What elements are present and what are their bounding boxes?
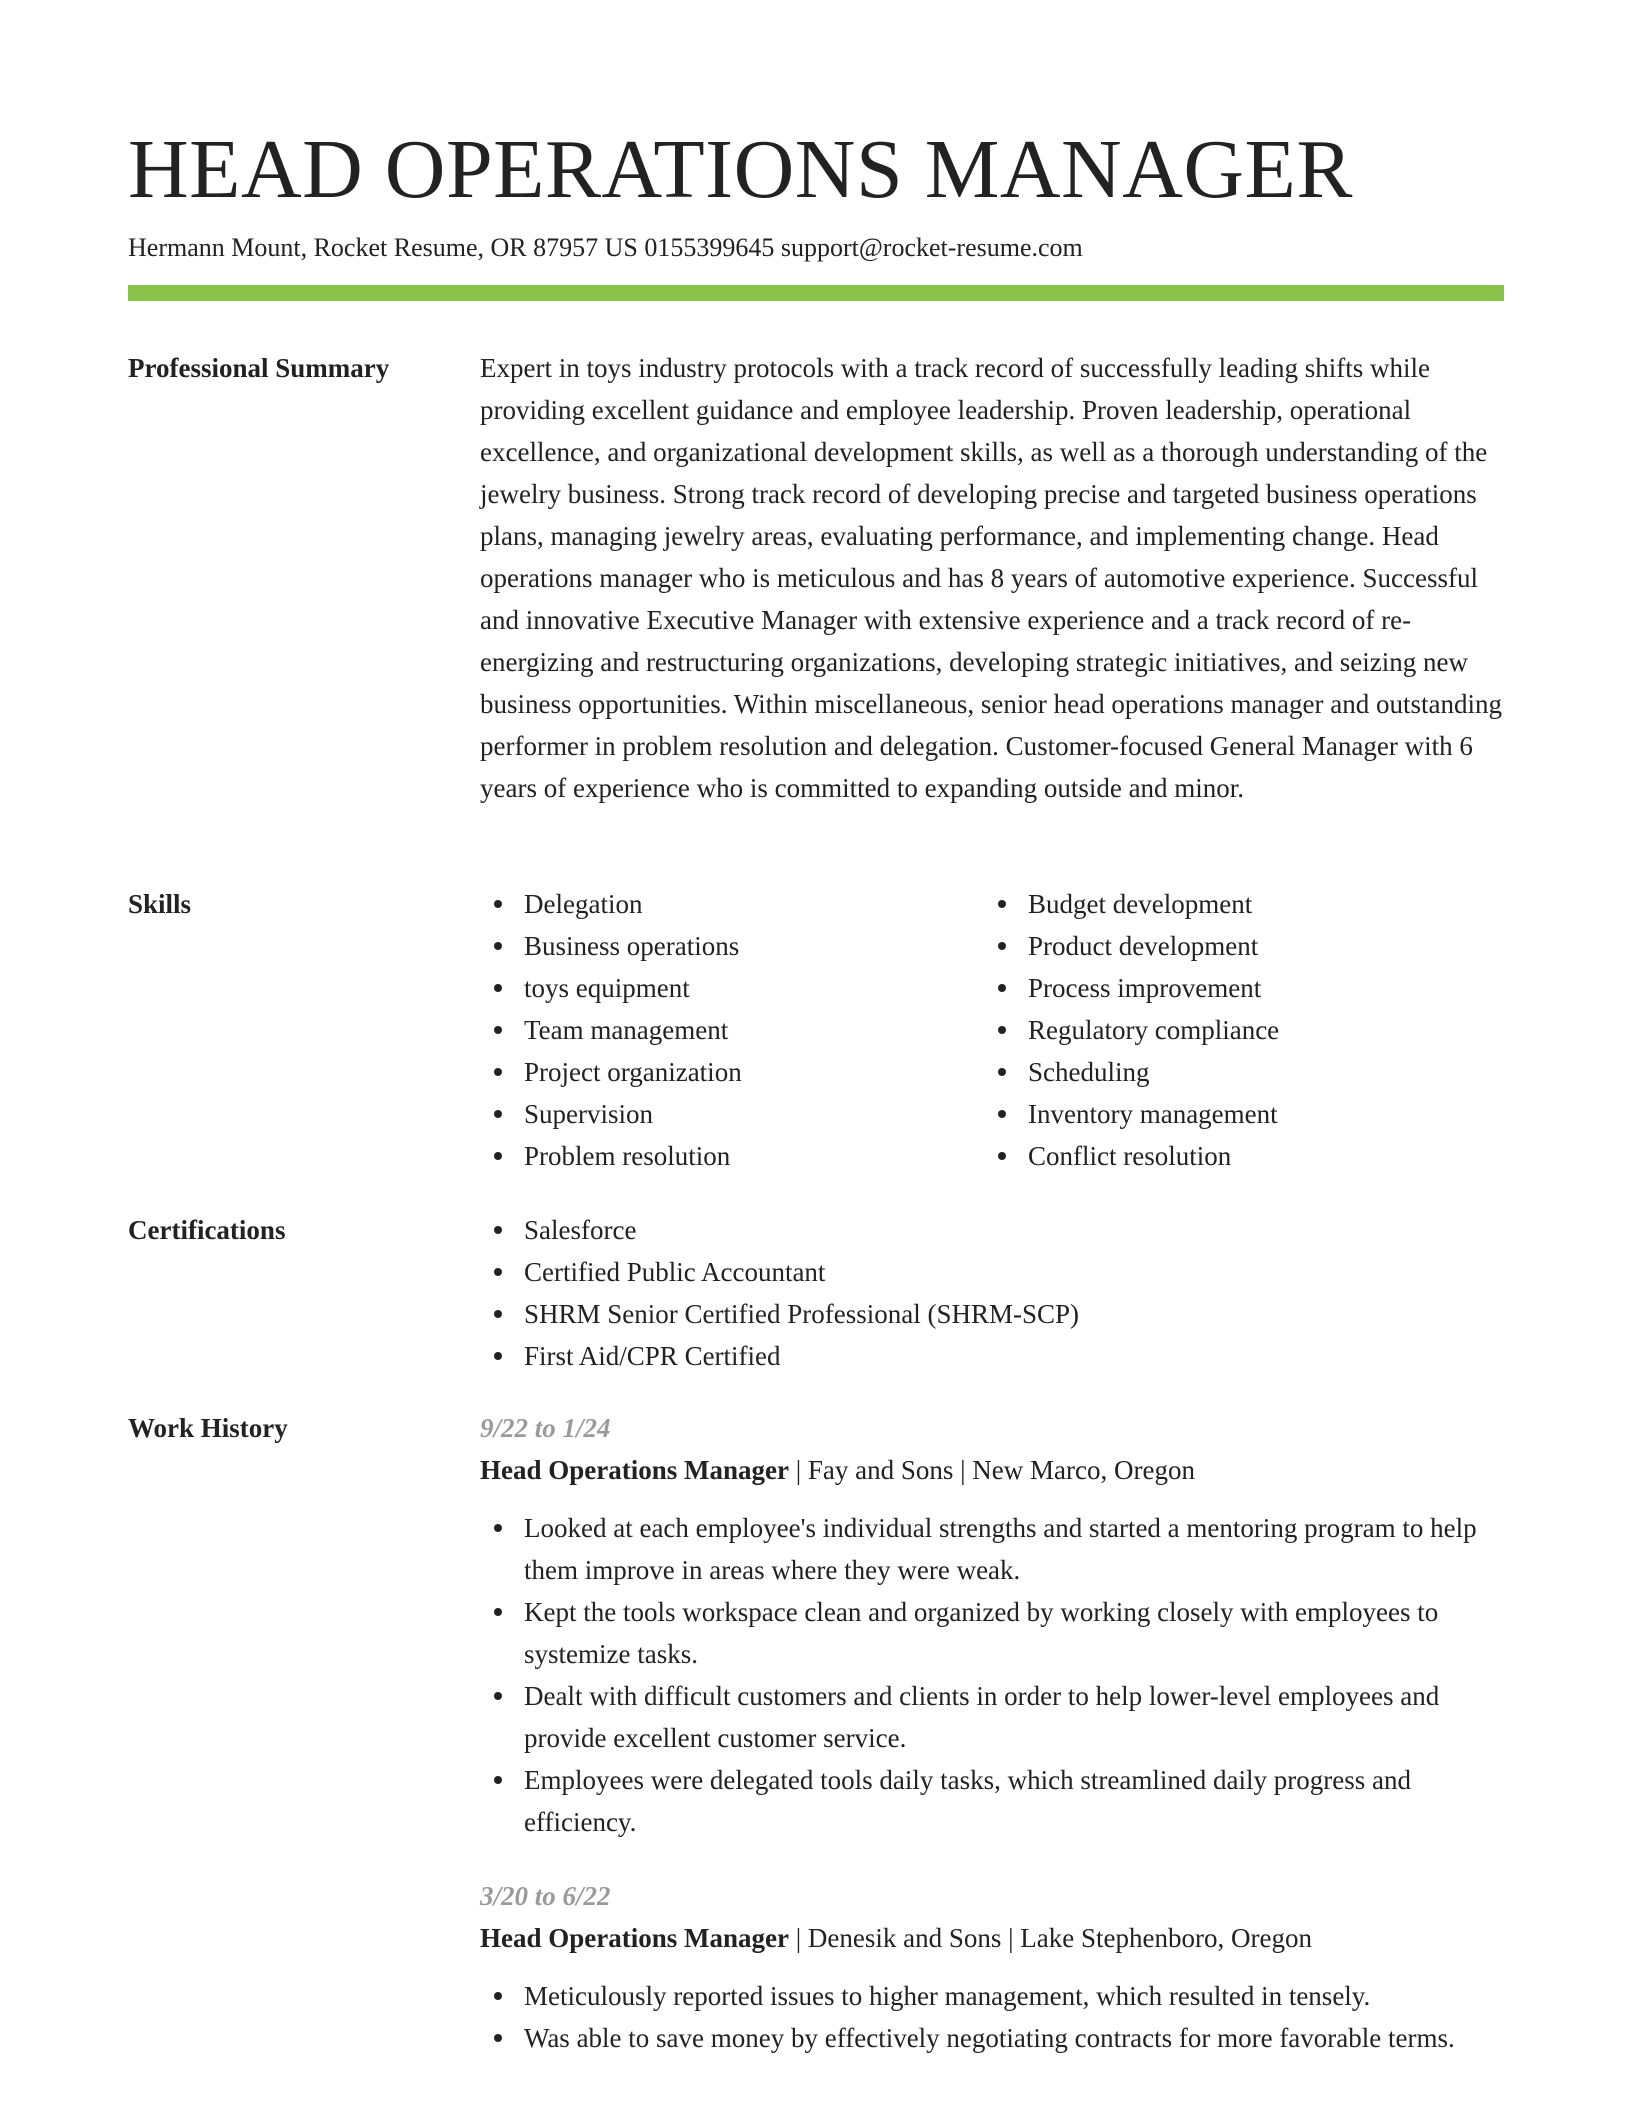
skill-item: Inventory management bbox=[984, 1093, 1488, 1135]
skill-item: Project organization bbox=[480, 1051, 984, 1093]
skills-list-left bbox=[480, 883, 984, 1177]
job-company-location: | Fay and Sons | New Marco, Oregon bbox=[788, 1455, 1195, 1485]
certifications-list bbox=[480, 1209, 1504, 1377]
job-heading bbox=[480, 1917, 1504, 1959]
job-dates: 9/22 to 1/24 bbox=[480, 1413, 611, 1443]
skill-item: Budget development bbox=[984, 883, 1488, 925]
job-title: Head Operations Manager bbox=[480, 1923, 789, 1953]
job-bullets bbox=[480, 1507, 1504, 1843]
job-bullet: Was able to save money by effectively negotiating contracts for more favorable terms. bbox=[480, 2017, 1504, 2059]
job-heading bbox=[480, 1449, 1504, 1491]
section-label-certifications: Certifications bbox=[128, 1215, 286, 1245]
job-bullet: Dealt with difficult customers and clients in order to help lower-level employees and provide excellent customer service. bbox=[480, 1675, 1504, 1759]
skill-item: Supervision bbox=[480, 1093, 984, 1135]
certifications-body bbox=[480, 1209, 1504, 1377]
skills-list-right bbox=[984, 883, 1488, 1177]
skill-item: Process improvement bbox=[984, 967, 1488, 1009]
summary-text: Expert in toys industry protocols with a track record of successfully leading shifts while providing excellent guidance and employee leadership. Proven leadership, operational excellence, and organizational development skills, as well as a thorough understanding of the jewelry business. Strong track record of developing precise and targeted business operations plans, managing jewelry areas, evaluating performance, and implementing change. Head operations manager who is meticulous and has 8 years of automotive experience. Successful and innovative Executive Manager with extensive experience and a track record of re-energizing and restructuring organizations, developing strategic initiatives, and seizing new business opportunities. Within miscellaneous, senior head operations manager and outstanding performer in problem resolution and delegation. Customer-focused General Manager with 6 years of experience who is committed to expanding outside and minor. bbox=[480, 353, 1502, 803]
certification-item: Certified Public Accountant bbox=[480, 1251, 1504, 1293]
accent-divider bbox=[128, 285, 1504, 301]
section-label-skills: Skills bbox=[128, 889, 192, 919]
skills-grid bbox=[480, 883, 1504, 1177]
skill-item: Delegation bbox=[480, 883, 984, 925]
job-bullet: Meticulously reported issues to higher management, which resulted in tensely. bbox=[480, 1975, 1504, 2017]
section-label-work-history: Work History bbox=[128, 1413, 288, 1443]
resume-title: HEAD OPERATIONS MANAGER bbox=[128, 123, 1353, 216]
work-history-body bbox=[480, 1407, 1504, 2091]
job-company-location: | Denesik and Sons | Lake Stephenboro, Oregon bbox=[788, 1923, 1312, 1953]
skill-item: Problem resolution bbox=[480, 1135, 984, 1177]
certification-item: First Aid/CPR Certified bbox=[480, 1335, 1504, 1377]
job-entry bbox=[480, 1407, 1504, 1843]
job-bullets bbox=[480, 1975, 1504, 2059]
job-dates: 3/20 to 6/22 bbox=[480, 1881, 611, 1911]
skill-item: toys equipment bbox=[480, 967, 984, 1009]
job-bullet: Employees were delegated tools daily tasks, which streamlined daily progress and efficiency. bbox=[480, 1759, 1504, 1843]
certification-item: Salesforce bbox=[480, 1209, 1504, 1251]
certification-item: SHRM Senior Certified Professional (SHRM-SCP) bbox=[480, 1293, 1504, 1335]
job-entry bbox=[480, 1875, 1504, 2059]
skill-item: Team management bbox=[480, 1009, 984, 1051]
contact-line: Hermann Mount, Rocket Resume, OR 87957 US 0155399645 support@rocket-resume.com bbox=[128, 233, 1083, 262]
skill-item: Scheduling bbox=[984, 1051, 1488, 1093]
skill-item: Regulatory compliance bbox=[984, 1009, 1488, 1051]
section-label-summary: Professional Summary bbox=[128, 353, 390, 383]
skill-item: Conflict resolution bbox=[984, 1135, 1488, 1177]
job-title: Head Operations Manager bbox=[480, 1455, 789, 1485]
job-bullet: Kept the tools workspace clean and organized by working closely with employees to systemize tasks. bbox=[480, 1591, 1504, 1675]
skill-item: Product development bbox=[984, 925, 1488, 967]
job-bullet: Looked at each employee's individual strengths and started a mentoring program to help them improve in areas where they were weak. bbox=[480, 1507, 1504, 1591]
skills-body bbox=[480, 883, 1504, 1177]
skill-item: Business operations bbox=[480, 925, 984, 967]
